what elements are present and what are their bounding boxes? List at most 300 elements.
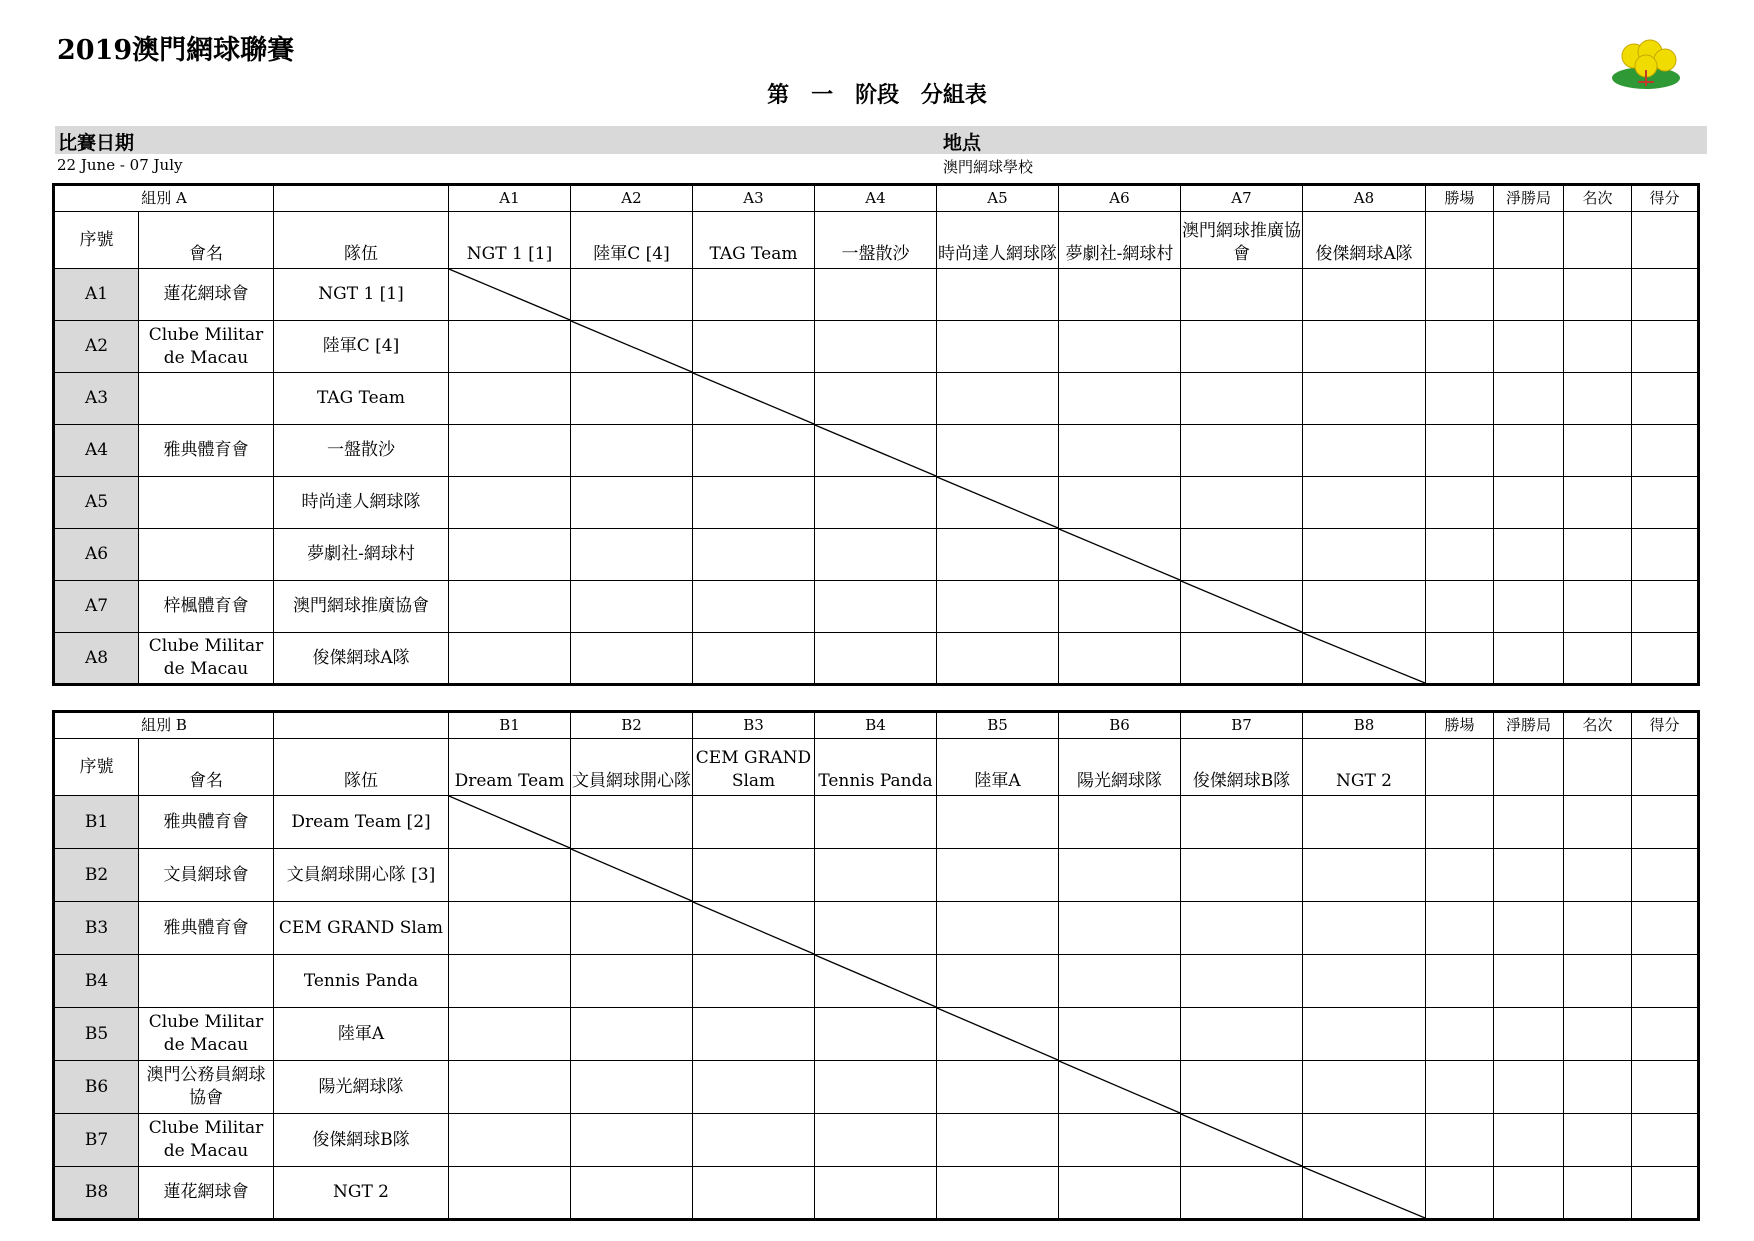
- row-team: NGT 2: [274, 1167, 449, 1220]
- diagonal-line: [1181, 581, 1302, 632]
- match-result-cell[interactable]: [815, 902, 937, 955]
- row-club: [139, 529, 274, 581]
- score-cell[interactable]: [1632, 321, 1699, 373]
- net-games-header: 淨勝局: [1494, 185, 1564, 212]
- match-result-cell[interactable]: [571, 477, 693, 529]
- match-result-cell[interactable]: [1181, 902, 1303, 955]
- match-result-cell[interactable]: [1181, 955, 1303, 1008]
- score-cell[interactable]: [1632, 955, 1699, 1008]
- wins-header: 勝場: [1426, 185, 1494, 212]
- net-games-cell[interactable]: [1494, 796, 1564, 849]
- column-team-name: NGT 2: [1303, 739, 1426, 796]
- match-result-cell[interactable]: [1303, 902, 1426, 955]
- match-result-cell[interactable]: [449, 1114, 571, 1167]
- match-result-cell[interactable]: [937, 955, 1059, 1008]
- row-club: 雅典體育會: [139, 425, 274, 477]
- match-result-cell[interactable]: [1181, 269, 1303, 321]
- net-games-cell[interactable]: [1494, 373, 1564, 425]
- stats-header-blank: [1632, 739, 1699, 796]
- column-team-name: 俊傑網球A隊: [1303, 212, 1426, 269]
- match-result-cell[interactable]: [937, 633, 1059, 685]
- wins-cell[interactable]: [1426, 633, 1494, 685]
- match-result-cell[interactable]: [449, 955, 571, 1008]
- match-result-cell[interactable]: [693, 1167, 815, 1220]
- net-games-cell[interactable]: [1494, 269, 1564, 321]
- column-team-name: Dream Team: [449, 739, 571, 796]
- diagonal-line: [937, 1008, 1058, 1060]
- match-result-cell[interactable]: [937, 1167, 1059, 1220]
- net-games-cell[interactable]: [1494, 849, 1564, 902]
- row-team: 文員網球開心隊 [3]: [274, 849, 449, 902]
- match-result-cell[interactable]: [937, 321, 1059, 373]
- match-result-cell[interactable]: [571, 529, 693, 581]
- stats-header-blank: [1426, 212, 1494, 269]
- match-result-cell[interactable]: [571, 1167, 693, 1220]
- rank-cell[interactable]: [1564, 269, 1632, 321]
- wins-cell[interactable]: [1426, 373, 1494, 425]
- row-code: A1: [54, 269, 139, 321]
- net-games-cell[interactable]: [1494, 321, 1564, 373]
- match-result-cell[interactable]: [815, 1167, 937, 1220]
- self-match-cell: [571, 849, 693, 902]
- table-row: [54, 902, 1699, 955]
- table-row: [54, 796, 1699, 849]
- column-team-name: 夢劇社-網球村: [1059, 212, 1181, 269]
- match-result-cell[interactable]: [1059, 796, 1181, 849]
- diagonal-line: [693, 373, 814, 424]
- match-result-cell[interactable]: [1059, 849, 1181, 902]
- rank-cell[interactable]: [1564, 633, 1632, 685]
- diagonal-line: [1181, 1114, 1302, 1166]
- match-result-cell[interactable]: [937, 269, 1059, 321]
- score-cell[interactable]: [1632, 477, 1699, 529]
- group-table: [52, 183, 1700, 686]
- row-team: 俊傑網球A隊: [274, 633, 449, 685]
- match-result-cell[interactable]: [1059, 477, 1181, 529]
- match-result-cell[interactable]: [1303, 373, 1426, 425]
- column-code: B4: [815, 712, 937, 739]
- match-result-cell[interactable]: [449, 529, 571, 581]
- self-match-cell: [1181, 1114, 1303, 1167]
- match-result-cell[interactable]: [571, 796, 693, 849]
- document-subtitle: 第 一 阶段 分組表: [767, 82, 987, 108]
- row-club: 梓楓體育會: [139, 581, 274, 633]
- row-code: A4: [54, 425, 139, 477]
- match-result-cell[interactable]: [1181, 529, 1303, 581]
- row-code: B3: [54, 902, 139, 955]
- table-row: [54, 581, 1699, 633]
- match-result-cell[interactable]: [1059, 955, 1181, 1008]
- row-club: [139, 955, 274, 1008]
- match-result-cell[interactable]: [571, 581, 693, 633]
- column-code: B3: [693, 712, 815, 739]
- match-result-cell[interactable]: [693, 321, 815, 373]
- column-code: B2: [571, 712, 693, 739]
- blank-header-cell: [274, 712, 449, 739]
- match-result-cell[interactable]: [449, 477, 571, 529]
- match-result-cell[interactable]: [571, 902, 693, 955]
- self-match-cell: [1059, 1061, 1181, 1114]
- stats-header-blank: [1494, 212, 1564, 269]
- score-cell[interactable]: [1632, 581, 1699, 633]
- wins-cell[interactable]: [1426, 902, 1494, 955]
- column-code: A5: [937, 185, 1059, 212]
- match-result-cell[interactable]: [1303, 1008, 1426, 1061]
- column-team-name: 澳門網球推廣協會: [1181, 212, 1303, 269]
- match-result-cell[interactable]: [571, 373, 693, 425]
- self-match-cell: [815, 955, 937, 1008]
- match-result-cell[interactable]: [1303, 1114, 1426, 1167]
- match-result-cell[interactable]: [1181, 373, 1303, 425]
- row-team: Tennis Panda: [274, 955, 449, 1008]
- match-result-cell[interactable]: [815, 796, 937, 849]
- score-header: 得分: [1632, 712, 1699, 739]
- rank-header: 名次: [1564, 185, 1632, 212]
- net-games-cell[interactable]: [1494, 1114, 1564, 1167]
- column-code: B1: [449, 712, 571, 739]
- match-result-cell[interactable]: [1181, 425, 1303, 477]
- row-team: 俊傑網球B隊: [274, 1114, 449, 1167]
- score-cell[interactable]: [1632, 425, 1699, 477]
- match-result-cell[interactable]: [1059, 269, 1181, 321]
- match-result-cell[interactable]: [571, 1008, 693, 1061]
- match-result-cell[interactable]: [449, 425, 571, 477]
- self-match-cell: [1059, 529, 1181, 581]
- match-result-cell[interactable]: [693, 477, 815, 529]
- match-result-cell[interactable]: [1303, 477, 1426, 529]
- match-result-cell[interactable]: [571, 1061, 693, 1114]
- column-team-name: CEM GRAND Slam: [693, 739, 815, 796]
- table-row: [54, 633, 1699, 685]
- row-club: 雅典體育會: [139, 902, 274, 955]
- self-match-cell: [1181, 581, 1303, 633]
- table-row: [54, 1167, 1699, 1220]
- match-result-cell[interactable]: [937, 529, 1059, 581]
- match-result-cell[interactable]: [815, 581, 937, 633]
- match-result-cell[interactable]: [815, 373, 937, 425]
- wins-header: 勝場: [1426, 712, 1494, 739]
- match-result-cell[interactable]: [571, 425, 693, 477]
- row-club: 雅典體育會: [139, 796, 274, 849]
- tennis-club-logo-icon: [1610, 36, 1684, 92]
- wins-cell[interactable]: [1426, 321, 1494, 373]
- self-match-cell: [1303, 633, 1426, 685]
- row-team: NGT 1 [1]: [274, 269, 449, 321]
- match-result-cell[interactable]: [937, 849, 1059, 902]
- score-cell[interactable]: [1632, 529, 1699, 581]
- net-games-cell[interactable]: [1494, 1167, 1564, 1220]
- table-row: [54, 849, 1699, 902]
- match-result-cell[interactable]: [1303, 529, 1426, 581]
- match-result-cell[interactable]: [449, 1167, 571, 1220]
- row-code: A7: [54, 581, 139, 633]
- wins-cell[interactable]: [1426, 955, 1494, 1008]
- match-result-cell[interactable]: [1181, 849, 1303, 902]
- match-result-cell[interactable]: [1059, 1008, 1181, 1061]
- row-club: 澳門公務員網球協會: [139, 1061, 274, 1114]
- match-result-cell[interactable]: [937, 1061, 1059, 1114]
- match-result-cell[interactable]: [571, 633, 693, 685]
- column-code: B7: [1181, 712, 1303, 739]
- table-row: [54, 477, 1699, 529]
- blank-header-cell: [274, 185, 449, 212]
- wins-cell[interactable]: [1426, 581, 1494, 633]
- diagonal-line: [1303, 633, 1425, 683]
- rank-cell[interactable]: [1564, 321, 1632, 373]
- score-cell[interactable]: [1632, 902, 1699, 955]
- match-result-cell[interactable]: [449, 581, 571, 633]
- net-games-cell[interactable]: [1494, 581, 1564, 633]
- self-match-cell: [937, 1008, 1059, 1061]
- rank-cell[interactable]: [1564, 581, 1632, 633]
- rank-cell[interactable]: [1564, 1167, 1632, 1220]
- club-header: 會名: [139, 739, 274, 796]
- row-team: 時尚達人網球隊: [274, 477, 449, 529]
- wins-cell[interactable]: [1426, 1061, 1494, 1114]
- row-code: B5: [54, 1008, 139, 1061]
- match-result-cell[interactable]: [937, 1114, 1059, 1167]
- self-match-cell: [449, 796, 571, 849]
- net-games-cell[interactable]: [1494, 633, 1564, 685]
- match-result-cell[interactable]: [1181, 1061, 1303, 1114]
- match-result-cell[interactable]: [449, 373, 571, 425]
- match-result-cell[interactable]: [1181, 633, 1303, 685]
- row-team: TAG Team: [274, 373, 449, 425]
- rank-cell[interactable]: [1564, 796, 1632, 849]
- score-cell[interactable]: [1632, 373, 1699, 425]
- row-club: 蓮花網球會: [139, 269, 274, 321]
- table-row: [54, 529, 1699, 581]
- match-result-cell[interactable]: [1303, 269, 1426, 321]
- column-code: A1: [449, 185, 571, 212]
- match-result-cell[interactable]: [937, 902, 1059, 955]
- match-result-cell[interactable]: [1059, 425, 1181, 477]
- match-result-cell[interactable]: [1059, 1114, 1181, 1167]
- match-result-cell[interactable]: [693, 796, 815, 849]
- venue-label: 地点: [943, 132, 982, 154]
- match-result-cell[interactable]: [1181, 1008, 1303, 1061]
- row-club: 蓮花網球會: [139, 1167, 274, 1220]
- table-row: [54, 321, 1699, 373]
- match-result-cell[interactable]: [693, 955, 815, 1008]
- score-cell[interactable]: [1632, 269, 1699, 321]
- wins-cell[interactable]: [1426, 477, 1494, 529]
- match-result-cell[interactable]: [1303, 581, 1426, 633]
- match-result-cell[interactable]: [449, 902, 571, 955]
- column-code: A2: [571, 185, 693, 212]
- match-result-cell[interactable]: [449, 321, 571, 373]
- match-result-cell[interactable]: [571, 955, 693, 1008]
- column-code: A4: [815, 185, 937, 212]
- match-result-cell[interactable]: [815, 633, 937, 685]
- rank-cell[interactable]: [1564, 1008, 1632, 1061]
- group-table: [52, 710, 1700, 1221]
- net-games-cell[interactable]: [1494, 1061, 1564, 1114]
- diagonal-line: [1303, 1167, 1425, 1218]
- match-result-cell[interactable]: [693, 269, 815, 321]
- row-code: A5: [54, 477, 139, 529]
- wins-cell[interactable]: [1426, 529, 1494, 581]
- match-result-cell[interactable]: [1059, 321, 1181, 373]
- match-result-cell[interactable]: [571, 269, 693, 321]
- match-result-cell[interactable]: [693, 633, 815, 685]
- net-games-cell[interactable]: [1494, 955, 1564, 1008]
- row-team: 陸軍A: [274, 1008, 449, 1061]
- match-result-cell[interactable]: [1303, 955, 1426, 1008]
- match-result-cell[interactable]: [815, 269, 937, 321]
- row-code: A6: [54, 529, 139, 581]
- table-row: [54, 269, 1699, 321]
- row-club: 文員網球會: [139, 849, 274, 902]
- match-result-cell[interactable]: [449, 1061, 571, 1114]
- match-result-cell[interactable]: [571, 1114, 693, 1167]
- wins-cell[interactable]: [1426, 1114, 1494, 1167]
- match-result-cell[interactable]: [449, 849, 571, 902]
- table-row: [54, 1114, 1699, 1167]
- wins-cell[interactable]: [1426, 849, 1494, 902]
- diagonal-line: [937, 477, 1058, 528]
- column-team-name: TAG Team: [693, 212, 815, 269]
- rank-header: 名次: [1564, 712, 1632, 739]
- match-result-cell[interactable]: [693, 1008, 815, 1061]
- group-label: 組別 A: [54, 185, 274, 212]
- rank-cell[interactable]: [1564, 902, 1632, 955]
- stats-header-blank: [1564, 739, 1632, 796]
- wins-cell[interactable]: [1426, 425, 1494, 477]
- row-code: B7: [54, 1114, 139, 1167]
- row-team: 夢劇社-網球村: [274, 529, 449, 581]
- diagonal-line: [571, 849, 692, 901]
- match-result-cell[interactable]: [449, 633, 571, 685]
- match-result-cell[interactable]: [693, 1114, 815, 1167]
- table-row: [54, 955, 1699, 1008]
- match-result-cell[interactable]: [449, 1008, 571, 1061]
- match-result-cell[interactable]: [1181, 1167, 1303, 1220]
- row-code: B6: [54, 1061, 139, 1114]
- row-code: B4: [54, 955, 139, 1008]
- diagonal-line: [449, 796, 570, 848]
- stats-header-blank: [1426, 739, 1494, 796]
- match-result-cell[interactable]: [1059, 373, 1181, 425]
- match-result-cell[interactable]: [1059, 633, 1181, 685]
- rank-cell[interactable]: [1564, 849, 1632, 902]
- info-header-bar: [55, 126, 1707, 154]
- row-team: 一盤散沙: [274, 425, 449, 477]
- match-result-cell[interactable]: [937, 796, 1059, 849]
- column-team-name: Tennis Panda: [815, 739, 937, 796]
- score-cell[interactable]: [1632, 1061, 1699, 1114]
- row-team: 澳門網球推廣協會: [274, 581, 449, 633]
- team-header: 隊伍: [274, 739, 449, 796]
- match-result-cell[interactable]: [693, 425, 815, 477]
- match-result-cell[interactable]: [815, 1061, 937, 1114]
- table-row: [54, 425, 1699, 477]
- match-result-cell[interactable]: [693, 581, 815, 633]
- row-club: [139, 373, 274, 425]
- match-result-cell[interactable]: [1181, 477, 1303, 529]
- seq-header: 序號: [54, 212, 139, 269]
- net-games-cell[interactable]: [1494, 477, 1564, 529]
- column-team-name: 俊傑網球B隊: [1181, 739, 1303, 796]
- match-result-cell[interactable]: [937, 425, 1059, 477]
- match-result-cell[interactable]: [1303, 321, 1426, 373]
- row-club: Clube Militar de Macau: [139, 321, 274, 373]
- match-result-cell[interactable]: [693, 529, 815, 581]
- score-cell[interactable]: [1632, 633, 1699, 685]
- rank-cell[interactable]: [1564, 529, 1632, 581]
- column-team-name: 陸軍A: [937, 739, 1059, 796]
- table-row: [54, 1061, 1699, 1114]
- match-result-cell[interactable]: [693, 1061, 815, 1114]
- wins-cell[interactable]: [1426, 1008, 1494, 1061]
- self-match-cell: [571, 321, 693, 373]
- score-cell[interactable]: [1632, 796, 1699, 849]
- rank-cell[interactable]: [1564, 373, 1632, 425]
- row-code: B8: [54, 1167, 139, 1220]
- match-result-cell[interactable]: [1303, 796, 1426, 849]
- row-team: CEM GRAND Slam: [274, 902, 449, 955]
- net-games-cell[interactable]: [1494, 529, 1564, 581]
- match-result-cell[interactable]: [1303, 849, 1426, 902]
- match-result-cell[interactable]: [693, 849, 815, 902]
- row-club: Clube Militar de Macau: [139, 1114, 274, 1167]
- match-result-cell[interactable]: [815, 849, 937, 902]
- diagonal-line: [1059, 529, 1180, 580]
- net-games-cell[interactable]: [1494, 425, 1564, 477]
- match-result-cell[interactable]: [815, 1114, 937, 1167]
- rank-cell[interactable]: [1564, 425, 1632, 477]
- rank-cell[interactable]: [1564, 1061, 1632, 1114]
- stats-header-blank: [1494, 739, 1564, 796]
- match-result-cell[interactable]: [815, 321, 937, 373]
- column-code: A8: [1303, 185, 1426, 212]
- rank-cell[interactable]: [1564, 955, 1632, 1008]
- wins-cell[interactable]: [1426, 269, 1494, 321]
- score-header: 得分: [1632, 185, 1699, 212]
- row-code: A8: [54, 633, 139, 685]
- match-result-cell[interactable]: [815, 477, 937, 529]
- wins-cell[interactable]: [1426, 1167, 1494, 1220]
- wins-cell[interactable]: [1426, 796, 1494, 849]
- column-team-name: 文員網球開心隊: [571, 739, 693, 796]
- group-label: 組別 B: [54, 712, 274, 739]
- row-code: A3: [54, 373, 139, 425]
- match-result-cell[interactable]: [937, 373, 1059, 425]
- score-cell[interactable]: [1632, 1008, 1699, 1061]
- match-result-cell[interactable]: [815, 529, 937, 581]
- match-result-cell[interactable]: [937, 581, 1059, 633]
- rank-cell[interactable]: [1564, 477, 1632, 529]
- score-cell[interactable]: [1632, 849, 1699, 902]
- match-result-cell[interactable]: [1059, 1167, 1181, 1220]
- rank-cell[interactable]: [1564, 1114, 1632, 1167]
- match-result-cell[interactable]: [1059, 581, 1181, 633]
- match-result-cell[interactable]: [1303, 425, 1426, 477]
- diagonal-line: [815, 425, 936, 476]
- match-result-cell[interactable]: [1303, 1061, 1426, 1114]
- score-cell[interactable]: [1632, 1114, 1699, 1167]
- self-match-cell: [815, 425, 937, 477]
- net-games-cell[interactable]: [1494, 1008, 1564, 1061]
- column-code: A6: [1059, 185, 1181, 212]
- match-result-cell[interactable]: [1059, 902, 1181, 955]
- match-result-cell[interactable]: [1181, 796, 1303, 849]
- net-games-cell[interactable]: [1494, 902, 1564, 955]
- score-cell[interactable]: [1632, 1167, 1699, 1220]
- match-result-cell[interactable]: [1181, 321, 1303, 373]
- match-result-cell[interactable]: [815, 1008, 937, 1061]
- seq-header: 序號: [54, 739, 139, 796]
